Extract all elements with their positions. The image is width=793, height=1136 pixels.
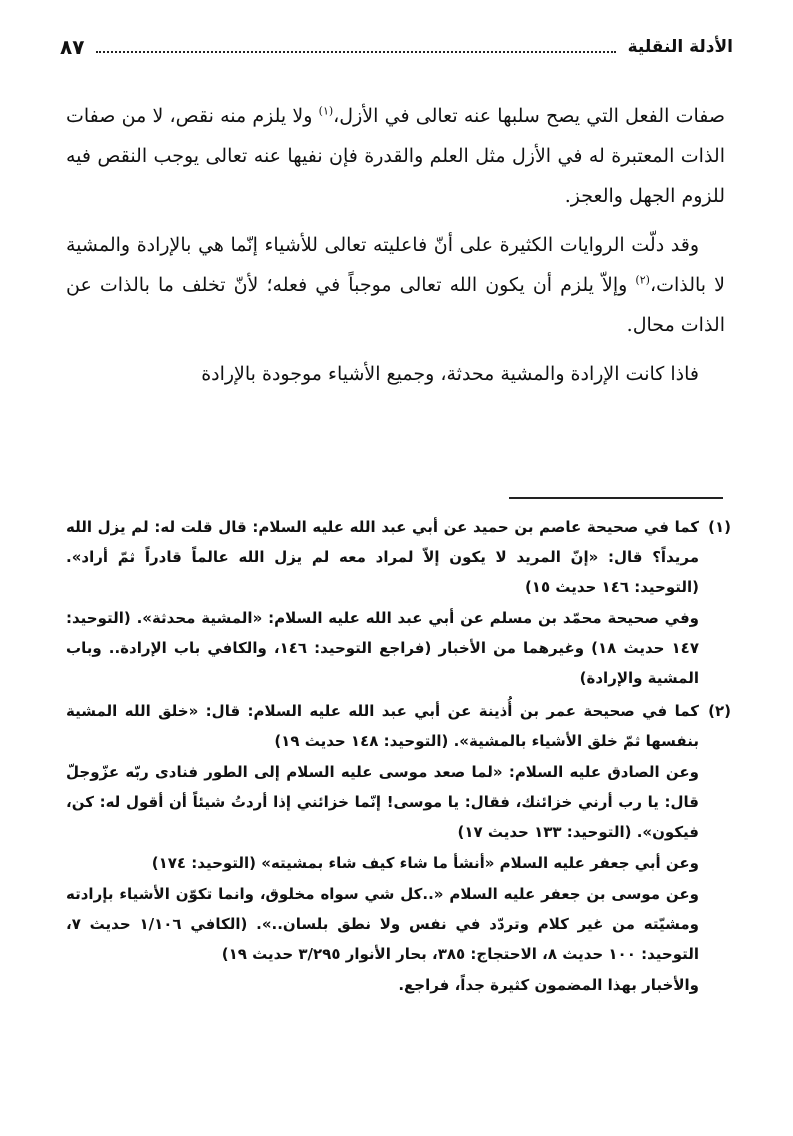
- body-paragraph: وقد دلّت الروايات الكثيرة على أنّ فاعليته تعالى للأشياء إنّما هي بالإرادة والمشية لا بالذات،$^{(٢)}$ وإلاّ يلزم أن يكون الله تعالى موجباً في فعله؛ لأنّ تخلف ما بالذات عن الذات محال.: [66, 234, 725, 336]
- body-paragraph: فاذا كانت الإرادة والمشية محدثة، وجميع الأشياء موجودة بالإرادة: [201, 363, 699, 385]
- footnote-2: [66, 696, 731, 1001]
- footnote-body: [66, 512, 699, 694]
- footnotes: [66, 512, 731, 1003]
- body-paragraph: صفات الفعل التي يصح سلبها عنه تعالى في الأزل،$^{(١)}$ ولا يلزم منه نقص، لا من صفات الذات المعتبرة له في الأزل مثل العلم والقدرة فإن نفيها عنه تعالى يوجب النقص فيه للزوم الجهل والعجز.: [66, 104, 725, 207]
- footnote-paragraph: كما في صحيحة عاصم بن حميد عن أبي عبد الله عليه السلام: قال قلت له: لم يزل الله مريداً؟ قال: «إنّ المريد لا يكون إلاّ لمراد معه لم يزل الله عالماً قادراً ثمّ أراد». (التوحيد: ١٤٦ حديث ١٥): [66, 518, 699, 596]
- footnote-paragraph: وعن أبي جعفر عليه السلام «أنشأ ما شاء كيف شاء بمشيته» (التوحيد: ١٧٤): [151, 854, 699, 872]
- running-header: [60, 30, 733, 64]
- footnote-paragraph: وعن موسى بن جعفر عليه السلام «..كل شي سواه مخلوق، وانما تكوّن الأشياء بإرادته ومشيّته من غير كلام وتردّد في نفس ولا نطق بلسان..». (الكافي ١/١٠٦ حديث ٧، التوحيد: ١٠٠ حديث ٨، الاحتجاج: ٣٨٥، بحار الأنوار ٣/٢٩٥ حديث ١٩): [66, 885, 699, 963]
- footnote-1: [66, 512, 731, 694]
- footnote-body: [66, 696, 699, 1001]
- dot-leader: [96, 51, 615, 53]
- footnote-paragraph: وفي صحيحة محمّد بن مسلم عن أبي عبد الله عليه السلام: «المشية محدثة». (التوحيد: ١٤٧ حديث ١٨) وغيرهما من الأخبار (فراجع التوحيد: ١٤٦، والكافي باب الإرادة.. وباب المشية والإرادة): [66, 609, 699, 687]
- chapter-title: الأدلة النقلية: [627, 37, 733, 57]
- main-text: [66, 96, 725, 403]
- footnote-marker: (٢): [708, 702, 731, 720]
- footnote-paragraph: كما في صحيحة عمر بن أُذينة عن أبي عبد الله عليه السلام: قال: «خلق الله المشية بنفسها ثمّ خلق الأشياء بالمشية». (التوحيد: ١٤٨ حديث ١٩): [66, 702, 699, 750]
- footnote-reference[interactable]: (١): [318, 104, 334, 118]
- footnote-paragraph: والأخبار بهذا المضمون كثيرة جداً، فراجع.: [398, 976, 699, 994]
- footnote-paragraph: وعن الصادق عليه السلام: «لما صعد موسى عليه السلام إلى الطور فنادى ربّه عزّوجلّ قال: يا رب أرني خزائنك، فقال: يا موسى! إنّما خزائني إذا أردتُ شيئاً أن أقول له: كن، فيكون». (التوحيد: ١٣٣ حديث ١٧): [66, 763, 699, 841]
- footnote-reference[interactable]: (٢): [635, 273, 650, 287]
- footnote-separator: [509, 497, 723, 499]
- footnote-marker: (١): [708, 518, 731, 536]
- page-number: ٨٧: [60, 35, 85, 59]
